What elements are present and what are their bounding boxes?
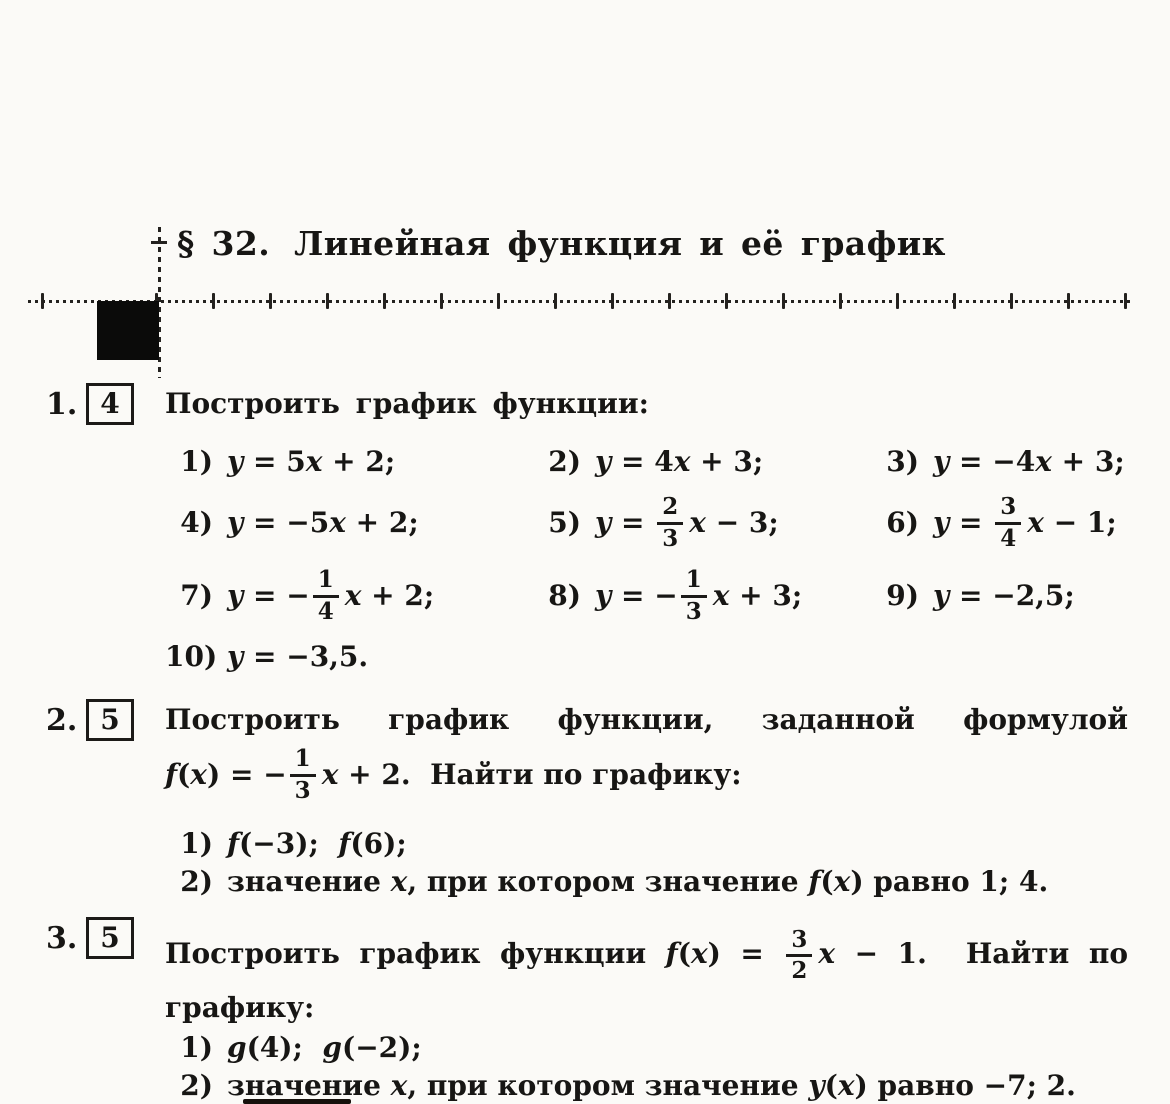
item-label: 5) [548, 506, 581, 539]
math-variable: x [689, 506, 706, 539]
exercise-1 [0, 384, 1170, 680]
math-variable: y [227, 506, 244, 539]
math-variable: y [595, 579, 612, 612]
math-variable: x [690, 937, 708, 970]
math-text: − 1. [835, 937, 966, 970]
math-variable: f [165, 758, 178, 791]
math-variable: y [933, 445, 950, 478]
axis-tick [212, 293, 215, 309]
math-text: Построить график функции [165, 937, 666, 970]
exercise-content [165, 384, 1128, 680]
math-text: = [611, 506, 655, 539]
math-text: − 3; [705, 506, 779, 539]
item-label: 2) [180, 865, 213, 898]
fraction: $\frac{1}{3}$ [290, 747, 316, 802]
math-text: + 2. [338, 758, 431, 791]
math-variable: y [808, 1069, 825, 1102]
item-label: 2) [548, 445, 581, 478]
exercise-items [165, 826, 1128, 900]
math-expression [595, 495, 779, 550]
exercise-item [533, 560, 871, 632]
math-text: равно −7; 2. [867, 1069, 1076, 1102]
section-name: Линейная функция и её график [294, 224, 946, 263]
exercise-item [165, 560, 533, 632]
exercise-items [165, 1030, 1128, 1104]
math-text: = −2,5; [949, 579, 1075, 612]
math-text: (−2); [341, 1031, 422, 1064]
math-variable: f [808, 865, 821, 898]
exercise-2 [0, 700, 1170, 900]
item-label: 6) [886, 506, 919, 539]
math-variable: y [595, 506, 612, 539]
math-text: (6); [350, 827, 407, 860]
math-expression [227, 1068, 1076, 1104]
math-text: + 2; [345, 506, 419, 539]
axis-tick [953, 293, 956, 309]
math-variable: y [227, 445, 244, 478]
item-label: 7) [180, 579, 213, 612]
math-text: равно 1; 4. [863, 865, 1049, 898]
axis-tick [326, 293, 329, 309]
item-label: 8) [548, 579, 581, 612]
black-redaction-square [97, 301, 159, 360]
math-text: (4); [246, 1031, 323, 1064]
axis-tick [269, 293, 272, 309]
math-variable: x [1027, 506, 1044, 539]
exercise-item [165, 1030, 1128, 1066]
axis-tick [725, 293, 728, 309]
math-variable: x [1035, 445, 1052, 478]
axis-tick [440, 293, 443, 309]
math-text: значение [227, 865, 391, 898]
exercise-item [165, 486, 533, 560]
math-expression [227, 864, 1048, 900]
number-line-dotted-axis [28, 300, 1130, 303]
math-text: Найти по [965, 937, 1129, 970]
math-text: = 4 [611, 445, 674, 478]
vertical-axis-tick [151, 241, 167, 244]
fraction: $\frac{1}{3}$ [681, 568, 707, 623]
math-expression [595, 568, 802, 623]
math-variable: g [322, 1031, 342, 1064]
section-number: § 32. [177, 224, 271, 263]
item-label: 1) [180, 1031, 213, 1064]
fraction: $\frac{1}{4}$ [313, 568, 339, 623]
exercise-item [871, 560, 1128, 632]
math-text: , при котором значение [407, 1069, 809, 1102]
math-text: + 3; [690, 445, 764, 478]
math-expression [595, 444, 763, 480]
exercise-item [533, 438, 871, 486]
math-variable: x [390, 1069, 408, 1102]
equation-row-10 [165, 634, 1128, 680]
math-variable: x [673, 445, 691, 478]
exercise-number: 1. [46, 387, 78, 422]
math-text: ( [824, 1069, 838, 1102]
math-expression [933, 578, 1075, 614]
math-variable: x [344, 579, 362, 612]
axis-tick [611, 293, 614, 309]
math-text: Найти по графику: [430, 758, 742, 791]
math-variable: g [227, 1031, 247, 1064]
math-text: = 5 [243, 445, 306, 478]
axis-tick [1124, 293, 1127, 309]
page-title [177, 224, 946, 263]
math-text: = [949, 506, 993, 539]
exercise-number: 2. [46, 703, 78, 738]
math-text: = − [243, 579, 310, 612]
math-expression [933, 495, 1117, 550]
item-label: 1) [180, 445, 213, 478]
math-text: = −3,5. [243, 640, 369, 673]
math-variable: x [833, 865, 851, 898]
math-variable: f [227, 827, 240, 860]
math-expression [227, 568, 434, 623]
math-expression [227, 1030, 422, 1066]
math-variable: x [390, 865, 408, 898]
math-expression [227, 639, 368, 675]
math-expression [227, 826, 407, 862]
math-text: ) = − [207, 758, 287, 791]
math-text: + 3; [1051, 445, 1125, 478]
points-badge: 5 [86, 917, 134, 959]
math-variable: x [321, 758, 339, 791]
math-text: ) = [707, 937, 784, 970]
axis-tick [497, 293, 500, 309]
exercise-content [165, 700, 1128, 900]
axis-tick [1067, 293, 1070, 309]
math-variable: x [837, 1069, 855, 1102]
exercise-3 [0, 918, 1170, 1104]
axis-tick [554, 293, 557, 309]
math-variable: x [305, 445, 323, 478]
exercise-item [165, 826, 1128, 862]
item-label: 4) [180, 506, 213, 539]
exercise-item [871, 438, 1128, 486]
math-variable: y [227, 640, 244, 673]
axis-tick [668, 293, 671, 309]
exercise-item [165, 1068, 1128, 1104]
fraction: $\frac{3}{2}$ [786, 928, 812, 983]
math-variable: y [933, 506, 950, 539]
math-text: , при котором значение [407, 865, 809, 898]
exercise-item [165, 438, 533, 486]
item-label: 1) [180, 827, 213, 860]
exercise-item [871, 486, 1128, 560]
math-variable: f [338, 827, 351, 860]
item-label: 10) [165, 640, 218, 673]
axis-tick [782, 293, 785, 309]
axis-tick [896, 293, 899, 309]
points-badge: 5 [86, 699, 134, 741]
math-text: ( [820, 865, 834, 898]
math-variable: x [329, 506, 346, 539]
axis-tick [1010, 293, 1013, 309]
exercise-number: 3. [46, 921, 78, 956]
math-text: ) [854, 1069, 868, 1102]
points-badge: 4 [86, 383, 134, 425]
fraction: $\frac{2}{3}$ [657, 495, 683, 550]
exercise-heading-line1: Построить график функции, заданной формулой [165, 703, 1128, 736]
exercise-item [165, 864, 1128, 900]
math-text: (−3); [239, 827, 339, 860]
math-text: − 1; [1043, 506, 1117, 539]
axis-tick [41, 293, 44, 309]
exercise-content [165, 918, 1128, 1104]
math-text: = −4 [949, 445, 1036, 478]
math-text: ( [677, 937, 691, 970]
exercise-heading-line2: графику: [165, 991, 315, 1024]
math-variable: x [818, 937, 836, 970]
exercise-heading: Построить график функции: [165, 387, 649, 420]
math-text: = − [611, 579, 678, 612]
math-variable: y [595, 445, 612, 478]
axis-tick [383, 293, 386, 309]
item-label: 2) [180, 1069, 213, 1102]
math-expression [227, 444, 395, 480]
math-text: значение [227, 1069, 391, 1102]
math-text: + 3; [729, 579, 803, 612]
exercise-formula-line [165, 740, 1128, 810]
math-text: = −5 [243, 506, 330, 539]
exercise-heading-line1 [165, 918, 1128, 990]
math-expression [933, 444, 1125, 480]
math-expression [227, 505, 419, 541]
math-text: ( [177, 758, 191, 791]
math-variable: y [227, 579, 244, 612]
math-variable: y [933, 579, 950, 612]
exercise-item [533, 486, 871, 560]
equation-grid [165, 438, 1128, 632]
math-variable: x [190, 758, 207, 791]
math-text: ) [850, 865, 864, 898]
fraction: $\frac{3}{4}$ [995, 495, 1021, 550]
item-label: 9) [886, 579, 919, 612]
math-text: + 2; [322, 445, 396, 478]
axis-tick [839, 293, 842, 309]
item-label: 3) [886, 445, 919, 478]
math-variable: x [712, 579, 730, 612]
math-variable: f [665, 937, 678, 970]
math-text: + 2; [361, 579, 435, 612]
